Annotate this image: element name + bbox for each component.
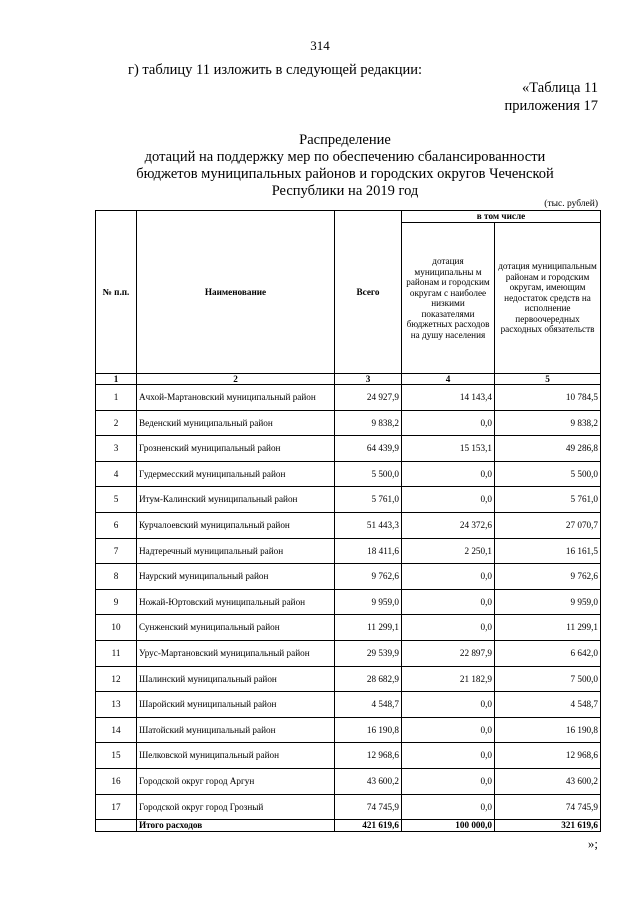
col-number-4: 4 — [402, 374, 495, 385]
row-name: Надтеречный муниципальный район — [137, 538, 335, 564]
row-total: 5 761,0 — [335, 487, 402, 513]
row-col4: 0,0 — [402, 615, 495, 641]
header-col4: дотация муниципальны м районам и городским округам с наиболее низкими показателями бюджетных расходов на душу населения — [402, 223, 495, 374]
total-col5: 321 619,6 — [495, 820, 601, 832]
row-col5: 16 161,5 — [495, 538, 601, 564]
row-number: 5 — [96, 487, 137, 513]
page-number: 314 — [310, 38, 330, 53]
col-number-5: 5 — [495, 374, 601, 385]
table-row — [96, 538, 601, 564]
table-row — [96, 692, 601, 718]
total-col4: 100 000,0 — [402, 820, 495, 832]
row-col5: 74 745,9 — [495, 794, 601, 820]
row-col5: 4 548,7 — [495, 692, 601, 718]
table-row — [96, 589, 601, 615]
row-number: 16 — [96, 768, 137, 794]
row-total: 5 500,0 — [335, 461, 402, 487]
row-col5: 27 070,7 — [495, 512, 601, 538]
row-name: Шатойский муниципальный район — [137, 717, 335, 743]
title-line-4: Республики на 2019 год — [271, 183, 419, 199]
row-total: 9 838,2 — [335, 410, 402, 436]
row-number: 2 — [96, 410, 137, 436]
row-number: 11 — [96, 640, 137, 666]
table-row — [96, 768, 601, 794]
row-col4: 0,0 — [402, 461, 495, 487]
row-col4: 0,0 — [402, 717, 495, 743]
row-number: 7 — [96, 538, 137, 564]
row-name: Итум-Калинский муниципальный район — [137, 487, 335, 513]
closing-quote: »; — [587, 836, 598, 851]
table-row — [96, 743, 601, 769]
row-col4: 14 143,4 — [402, 385, 495, 411]
row-col5: 9 838,2 — [495, 410, 601, 436]
header-including: в том числе — [402, 211, 601, 223]
table-row — [96, 461, 601, 487]
row-number: 4 — [96, 461, 137, 487]
row-total: 9 762,6 — [335, 564, 402, 590]
row-name: Шаройский муниципальный район — [137, 692, 335, 718]
row-col5: 7 500,0 — [495, 666, 601, 692]
row-number: 17 — [96, 794, 137, 820]
row-col4: 2 250,1 — [402, 538, 495, 564]
row-name: Веденский муниципальный район — [137, 410, 335, 436]
row-name: Урус-Мартановский муниципальный район — [137, 640, 335, 666]
total-sum: 421 619,6 — [335, 820, 402, 832]
row-number: 1 — [96, 385, 137, 411]
row-name: Курчалоевский муниципальный район — [137, 512, 335, 538]
row-number: 3 — [96, 436, 137, 462]
title-line-1: Распределение — [299, 132, 391, 148]
row-name: Наурский муниципальный район — [137, 564, 335, 590]
row-total: 11 299,1 — [335, 615, 402, 641]
row-total: 16 190,8 — [335, 717, 402, 743]
row-number: 12 — [96, 666, 137, 692]
table-row — [96, 385, 601, 411]
row-col5: 43 600,2 — [495, 768, 601, 794]
table-row — [96, 564, 601, 590]
table-reference-line-2: приложения 17 — [504, 98, 598, 114]
row-total: 18 411,6 — [335, 538, 402, 564]
row-number: 8 — [96, 564, 137, 590]
row-col5: 9 959,0 — [495, 589, 601, 615]
row-name: Гудермесский муниципальный район — [137, 461, 335, 487]
row-number: 10 — [96, 615, 137, 641]
col-number-1: 1 — [96, 374, 137, 385]
row-col4: 22 897,9 — [402, 640, 495, 666]
row-col4: 0,0 — [402, 589, 495, 615]
row-total: 43 600,2 — [335, 768, 402, 794]
table-row — [96, 410, 601, 436]
row-name: Ачхой-Мартановский муниципальный район — [137, 385, 335, 411]
row-col4: 21 182,9 — [402, 666, 495, 692]
row-col5: 9 762,6 — [495, 564, 601, 590]
row-total: 4 548,7 — [335, 692, 402, 718]
row-name: Грозненский муниципальный район — [137, 436, 335, 462]
row-number: 9 — [96, 589, 137, 615]
row-number: 13 — [96, 692, 137, 718]
row-name: Ножай-Юртовский муниципальный район — [137, 589, 335, 615]
table-row — [96, 640, 601, 666]
row-number: 6 — [96, 512, 137, 538]
table-row — [96, 512, 601, 538]
row-col4: 0,0 — [402, 410, 495, 436]
row-total: 24 927,9 — [335, 385, 402, 411]
row-total: 51 443,3 — [335, 512, 402, 538]
row-col5: 11 299,1 — [495, 615, 601, 641]
row-name: Сунженский муниципальный район — [137, 615, 335, 641]
header-number: № п.п. — [96, 211, 137, 374]
row-name: Шелковской муниципальный район — [137, 743, 335, 769]
row-col5: 5 761,0 — [495, 487, 601, 513]
row-total: 9 959,0 — [335, 589, 402, 615]
row-col5: 16 190,8 — [495, 717, 601, 743]
header-name: Наименование — [137, 211, 335, 374]
row-col5: 5 500,0 — [495, 461, 601, 487]
table-row — [96, 615, 601, 641]
table-row — [96, 717, 601, 743]
row-name: Шалинский муниципальный район — [137, 666, 335, 692]
title-line-2: дотаций на поддержку мер по обеспечению сбалансированности — [144, 149, 546, 165]
row-total: 64 439,9 — [335, 436, 402, 462]
row-total: 29 539,9 — [335, 640, 402, 666]
header-total: Всего — [335, 211, 402, 374]
row-col5: 49 286,8 — [495, 436, 601, 462]
row-col4: 0,0 — [402, 768, 495, 794]
table-row — [96, 666, 601, 692]
document-title — [110, 132, 580, 200]
row-total: 28 682,9 — [335, 666, 402, 692]
title-line-3: бюджетов муниципальных районов и городских округов Чеченской — [136, 166, 554, 182]
table-row — [96, 436, 601, 462]
row-col4: 0,0 — [402, 564, 495, 590]
units-label: (тыс. рублей) — [544, 199, 598, 209]
total-row — [96, 820, 601, 832]
row-total: 74 745,9 — [335, 794, 402, 820]
row-col5: 6 642,0 — [495, 640, 601, 666]
header-col5: дотация муниципальным районам и городским округам, имеющим недостаток средств на исполнение первоочередных расходных обязательств — [495, 223, 601, 374]
col-number-3: 3 — [335, 374, 402, 385]
col-number-2: 2 — [137, 374, 335, 385]
subsidy-table — [95, 210, 601, 832]
intro-text: г) таблицу 11 изложить в следующей редакции: — [128, 62, 423, 78]
row-col5: 10 784,5 — [495, 385, 601, 411]
table-reference-line-1: «Таблица 11 — [522, 80, 598, 96]
row-number: 15 — [96, 743, 137, 769]
row-total: 12 968,6 — [335, 743, 402, 769]
row-col4: 0,0 — [402, 487, 495, 513]
row-col4: 0,0 — [402, 743, 495, 769]
row-col4: 0,0 — [402, 794, 495, 820]
table-row — [96, 794, 601, 820]
total-row-number-cell — [96, 820, 137, 832]
row-col4: 0,0 — [402, 692, 495, 718]
row-name: Городской округ город Аргун — [137, 768, 335, 794]
row-col4: 24 372,6 — [402, 512, 495, 538]
row-col4: 15 153,1 — [402, 436, 495, 462]
row-number: 14 — [96, 717, 137, 743]
row-col5: 12 968,6 — [495, 743, 601, 769]
row-name: Городской округ город Грозный — [137, 794, 335, 820]
table-row — [96, 487, 601, 513]
total-label: Итого расходов — [137, 820, 335, 832]
